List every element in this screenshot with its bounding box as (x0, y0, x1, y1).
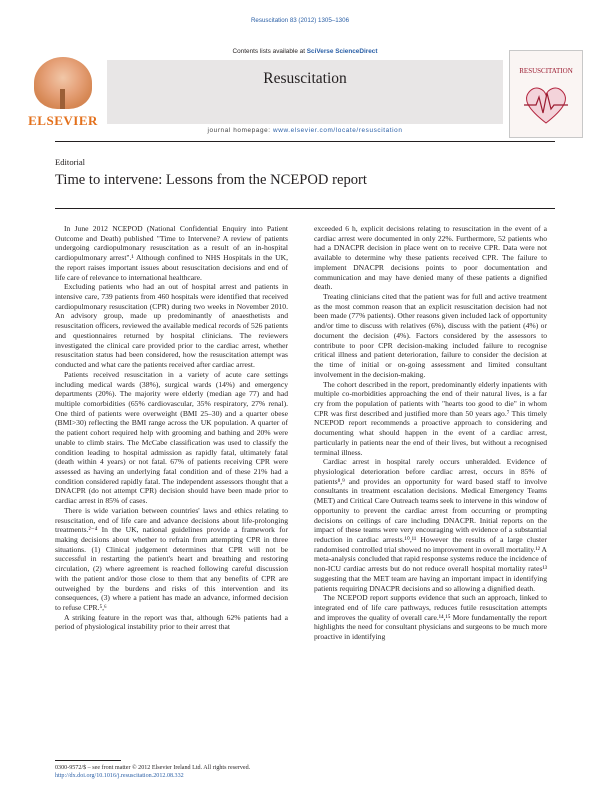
header-divider (55, 141, 555, 142)
homepage-link[interactable]: www.elsevier.com/locate/resuscitation (273, 127, 403, 134)
elsevier-tree-icon (34, 57, 92, 109)
copyright-notice: 0300-9572/$ – see front matter © 2012 Elsevier Ireland Ltd. All rights reserved. (55, 765, 251, 771)
cover-heart-icon (520, 81, 572, 127)
doi-link[interactable]: http://dx.doi.org/10.1016/j.resuscitation.2012.08.332 (55, 773, 184, 780)
paragraph: The cohort described in the report, predominantly elderly inpatients with multiple co-morbidities approaching the end of their natural lives, is a far cry from the population of patients with "hearts too good to die" in whom CPR was first described and justified more than 50 years ago.⁷ This timely NCEPOD report recommends a proactive approach to considering and documenting what should happen in the event of a cardiac arrest, particularly in patients near the end of their lives, but without a recognised terminal illness. (314, 379, 547, 457)
paragraph: Excluding patients who had an out of hospital arrest and patients in intensive care, 739 patients from 460 hospitals were identified that received cardiopulmonary resuscitation (CPR) during two weeks in November 2010. An advisory group, made up predominantly of anaesthetists and resuscitation officers, reviewed the available medical records of 526 patients and questionnaires returned by hospital clinicians. The reviewers investigated the clinical care provided prior to the cardiac arrest, whether resuscitation status had been considered, how the resuscitation attempt was conducted and what care the patients received after cardiac arrest. (55, 282, 288, 370)
journal-citation[interactable]: Resuscitation 83 (2012) 1305–1306 (250, 17, 350, 24)
journal-header (25, 41, 585, 139)
contents-line (107, 44, 503, 59)
right-text-column (314, 224, 547, 642)
article-section-label: Editorial (55, 157, 86, 167)
title-divider (55, 208, 555, 209)
footer-divider (55, 760, 121, 761)
paragraph: Patients received resuscitation in a variety of acute care settings including medical wards (38%), surgical wards (14%) and emergency departments (20%). The majority were elderly (median age 77) and had multiple comorbidities (65% cardiovascular, 35% respiratory, 27% renal). One third of patients were overweight (BMI 25–30) and a quarter obese (BMI>30) reflecting the BMI range across the UK population. A quarter of the patient cohort required help with grooming and bathing and 20% were unable to climb stairs. The McCabe classification was used to classify the condition leading to hospital admission as rapidly fatal, ultimately fatal (death within 4 years) or not fatal. 67% of patients receiving CPR were assessed as having an underlying fatal condition and of these 21% had a condition considered rapidly fatal. The independent assessors thought that a DNACPR (do not attempt CPR) decision should have been made prior to cardiac arrest in 85% of cases. (55, 369, 288, 506)
left-text-column (55, 224, 288, 632)
contents-prefix: Contents lists available at (232, 48, 307, 55)
elsevier-logo (25, 57, 101, 135)
journal-masthead (107, 41, 503, 139)
article-footer (55, 764, 385, 781)
paragraph: In June 2012 NCEPOD (National Confidential Enquiry into Patient Outcome and Death) published "Time to Intervene? A review of patients undergoing cardiopulmonary resuscitation as a result of an in-hospital cardiopulmonary arrest".¹ Although confined to NHS Hospitals in the UK, the report raises important issues about resuscitation decisions and end of life care of relevance to international healthcare. (55, 224, 288, 282)
paragraph: Treating clinicians cited that the patient was for full and active treatment as the most common reason that an explicit resuscitation decision had not been made (77% patients). Other reasons given included lack of opportunity and/or time to discuss with relatives (6%), discuss with the patient (4%) or document the decision (4%). Factors considered by the assessors to contribute to poor CPR decision-making included failure to recognise critical illness and patient deterioration, failure to consider the decision at the time of initial or on-going assessment and limited consultant involvement in the decision-making. (314, 292, 547, 379)
paragraph: The NCEPOD report supports evidence that such an approach, linked to integrated end of life care pathways, reduces futile resuscitation attempts and improves the quality of overall care.¹⁴,¹⁵ More fundamentally the report highlights the need for consultant physicians and surgeons to be much more proactive in identifying (314, 593, 547, 642)
sciverse-link[interactable]: SciVerse ScienceDirect (306, 48, 378, 55)
journal-name: Resuscitation (263, 70, 347, 87)
cover-title: RESUSCITATION (519, 67, 573, 75)
paragraph: A striking feature in the report was that, although 62% patients had a period of physiological instability prior to their arrest that (55, 612, 288, 632)
paragraph: There is wide variation between countries' laws and ethics relating to resuscitation, end of life care and advance decisions about life-prolonging treatments.²⁻⁴ In the UK, national guidelines provide a framework for making decisions about whether to refrain from attempting CPR in three situations. (1) Clinical judgement determines that CPR will not be successful in restarting the patient's heart and breathing and restoring circulation, (2) where agreement is reached following careful discussion with the patient and/or those close to them that any benefits of CPR are outweighed by the burdens and risks of this intervention and its consequences, (3) where a patient has made an advance, informed decision to refuse CPR.⁵,⁶ (55, 505, 288, 613)
homepage-line (107, 127, 503, 134)
article-title: Time to intervene: Lessons from the NCEPOD report (55, 172, 367, 188)
paragraph: Cardiac arrest in hospital rarely occurs unheralded. Evidence of physiological deterioration before cardiac arrest, occurs in 85% of patients⁸,⁹ and provides an opportunity for ward based staff to involve consultants in treatment escalation decisions. Medical Emergency Teams (MET) and Critical Care Outreach teams seek to intervene in this window of opportunity to prevent the cardiac arrest from occurring or prompting decisions on ceilings of care including DNACPR. Initial reports on the impact of these teams were very encouraging with evidence of a substantial reduction in cardiac arrests.¹⁰,¹¹ However the results of a large cluster randomised controlled trial showed no improvement in overall mortality.¹² A meta-analysis concluded that rapid response systems reduce the incidence of non-ICU cardiac arrests but do not reduce overall hospital mortality rates¹³ suggesting that the MET team are having an important impact in identifying patients requiring DNACPR decisions and so allowing a dignified death. (314, 457, 547, 593)
homepage-prefix: journal homepage: (207, 127, 274, 134)
journal-cover-thumbnail (509, 50, 583, 138)
elsevier-logo-text: ELSEVIER (28, 113, 98, 128)
paragraph: exceeded 6 h, explicit decisions relating to resuscitation in the event of a cardiac arrest were documented in only 22%. Furthermore, 52 patients who had a DNACPR decision in place went on to receive CPR. Data were not available to determine why these patients received CPR. The failure to implement DNACPR decisions points to poor documentation and communication and may have denied many of these patients a dignified death. (314, 224, 547, 292)
